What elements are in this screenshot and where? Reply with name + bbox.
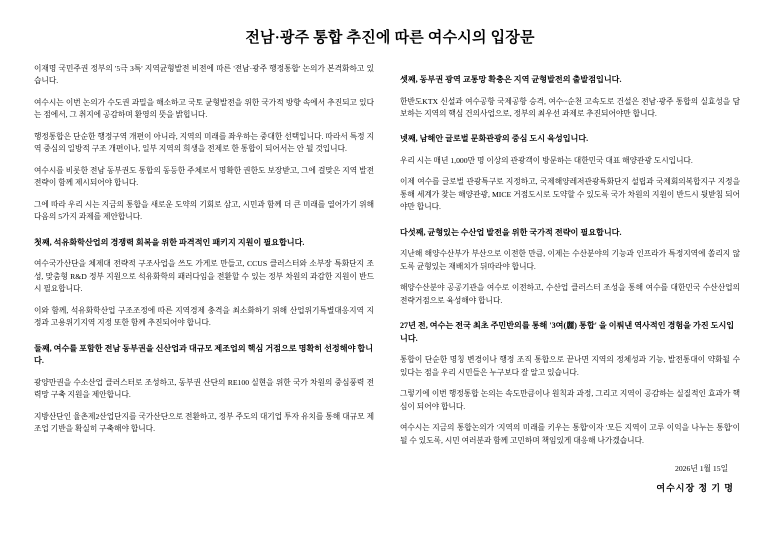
- paragraph: 지방산단인 율촌제2산업단지를 국가산단으로 전환하고, 정부 주도의 대기업 투자 유치를 통해 대규모 제조업 기반을 확실히 구축해야 합니다.: [34, 411, 374, 434]
- paragraph: 그렇기에 이번 행정통합 논의는 속도만큼이나 원칙과 과정, 그리고 지역이 공감하는 실질적인 효과가 핵심이 되어야 합니다.: [400, 389, 740, 411]
- section-heading-history: 27년 전, 여수는 전국 최초 주민반의를 통해 '3여(麗) 통합' 을 이뤄낸 역사적인 경험을 가진 도시입니다.: [400, 321, 735, 343]
- section-heading-fourth: 넷째, 남해안 글로벌 문화관광의 중심 도시 육성입니다.: [400, 134, 589, 144]
- right-column: [400, 63, 740, 494]
- paragraph: 해양수산분야 공공기관을 여수로 이전하고, 수산업 클러스터 조성을 통해 여수를 대한민국 수산산업의 전략거점으로 육성해야 합니다.: [400, 283, 740, 305]
- section-heading-third: 셋째, 동부권 광역 교통망 확충은 지역 균형발전의 출발점입니다.: [400, 75, 622, 84]
- paragraph: 행정통합은 단순한 행정구역 개편이 아니라, 지역의 미래를 좌우하는 중대한 선택입니다. 따라서 특정 지역 중심의 일방적 구조 개편이나, 일부 지역의 희생을 전제로 한 통합이 되어서는 안 될 것입니다.: [34, 131, 374, 154]
- paragraph: 한반도KTX 신설과 여수공항 국제공항 승격, 여수~순천 고속도로 건설은 전남·광주 통합의 실효성을 담보하는 지역의 핵심 건의사업으로, 정부의 최우선 과제로 추진되어야만 합니다.: [400, 96, 740, 118]
- paragraph: 광양만권을 수소산업 클러스터로 조성하고, 동부권 산단의 RE100 실현을 위한 국가 차원의 중심풍력 전력망 구축 지원을 제안합니다.: [34, 377, 374, 400]
- paragraph: 그에 따라 우리 시는 지금의 통합을 새로운 도약의 기회로 삼고, 시민과 함께 더 큰 미래를 열어가기 위해 다음의 5가지 과제를 제안합니다.: [34, 199, 374, 222]
- signature-name: 여수시장 정 기 명: [656, 483, 734, 494]
- paragraph: 우리 시는 매년 1,000만 명 이상의 관광객이 방문하는 대한민국 대표 해양관광 도시입니다.: [400, 156, 693, 165]
- section-heading-first: 첫째, 석유화학산업의 경쟁력 회복을 위한 파격적인 패키지 지원이 필요합니다.: [34, 237, 305, 247]
- paragraph: 이와 함께, 석유화학산업 구조조정에 따른 지역경제 충격을 최소화하기 위해 산업위기특별대응지역 지정과 고용위기지역 지정 또한 함께 추진되어야 합니다.: [34, 305, 374, 328]
- paragraph: 여수시를 비롯한 전남 동부권도 통합의 동등한 주체로서 명확한 권한도 보장받고, 그에 걸맞은 지역 발전 전략이 함께 제시되어야 합니다.: [34, 165, 374, 188]
- paragraph: 지난해 해양수산부가 부산으로 이전한 만큼, 이제는 수산분야의 기능과 인프라가 특정지역에 쏠리지 않도록 균형있는 재배치가 뒤따라야 합니다.: [400, 249, 740, 271]
- section-heading-second: 둘째, 여수를 포함한 전남 동부권을 신산업과 대규모 제조업의 핵심 거점으로 명확히 선정해야 합니다.: [34, 343, 374, 366]
- paragraph: 여수국가산단을 체제대 전략적 구조사업을 쓰도 가게로 만들고, CCUS 클러스터와 소부장 특화단지 조성, 맞춤형 R&D 정부 지원으로 석유화학의 패러다임을 전환할 수 있는 정부 차원의 과감한 지원이 반드시 필요합니다.: [34, 259, 374, 294]
- signature-date: 2026년 1월 15일: [674, 464, 728, 474]
- paragraph: 이재명 국민주권 정부의 '5극 3특' 지역균형발전 비전에 따른 '전남·광주 행정통합' 논의가 본격화하고 있습니다.: [34, 64, 374, 86]
- section-heading-fifth: 다섯째, 균형있는 수산업 발전을 위한 국가적 전략이 필요합니다.: [400, 227, 622, 237]
- paragraph: 여수시는 지금의 통합논의가 '지역의 미래를 키우는 통합'이자 '모든 지역이 고루 이익을 나누는 통합'이 될 수 있도록, 시민 여러분과 함께 고민하며 책임있게 대응해 나가겠습니다.: [400, 423, 740, 445]
- paragraph: 통합이 단순한 명칭 변경이나 행정 조직 통합으로 끝나면 지역의 정체성과 기능, 발전통대이 약화될 수 있다는 점을 우리 시민들은 누구보다 잘 알고 있습니다.: [400, 355, 740, 377]
- paragraph: 여수시는 이번 논의가 수도권 과밀을 해소하고 국토 균형발전을 위한 국가적 방향 속에서 추진되고 있다는 점에서, 그 취지에 공감하며 환영의 뜻을 밝힙니다.: [34, 97, 374, 120]
- paragraph: 이제 여수를 글로벌 관광특구로 지정하고, 국제해양레저관광특화단지 설립과 국제회의복합지구 지정을 통해 세계가 찾는 해양관광, MICE 거점도시로 도약할 수 있도록 국가 차원의 지원이 반드시 뒷받침 되어야만 합니다.: [400, 177, 740, 212]
- left-column: [34, 63, 374, 445]
- page-title: 전남·광주 통합 추진에 따른 여수시의 입장문: [245, 30, 535, 46]
- two-column-body: [34, 63, 746, 494]
